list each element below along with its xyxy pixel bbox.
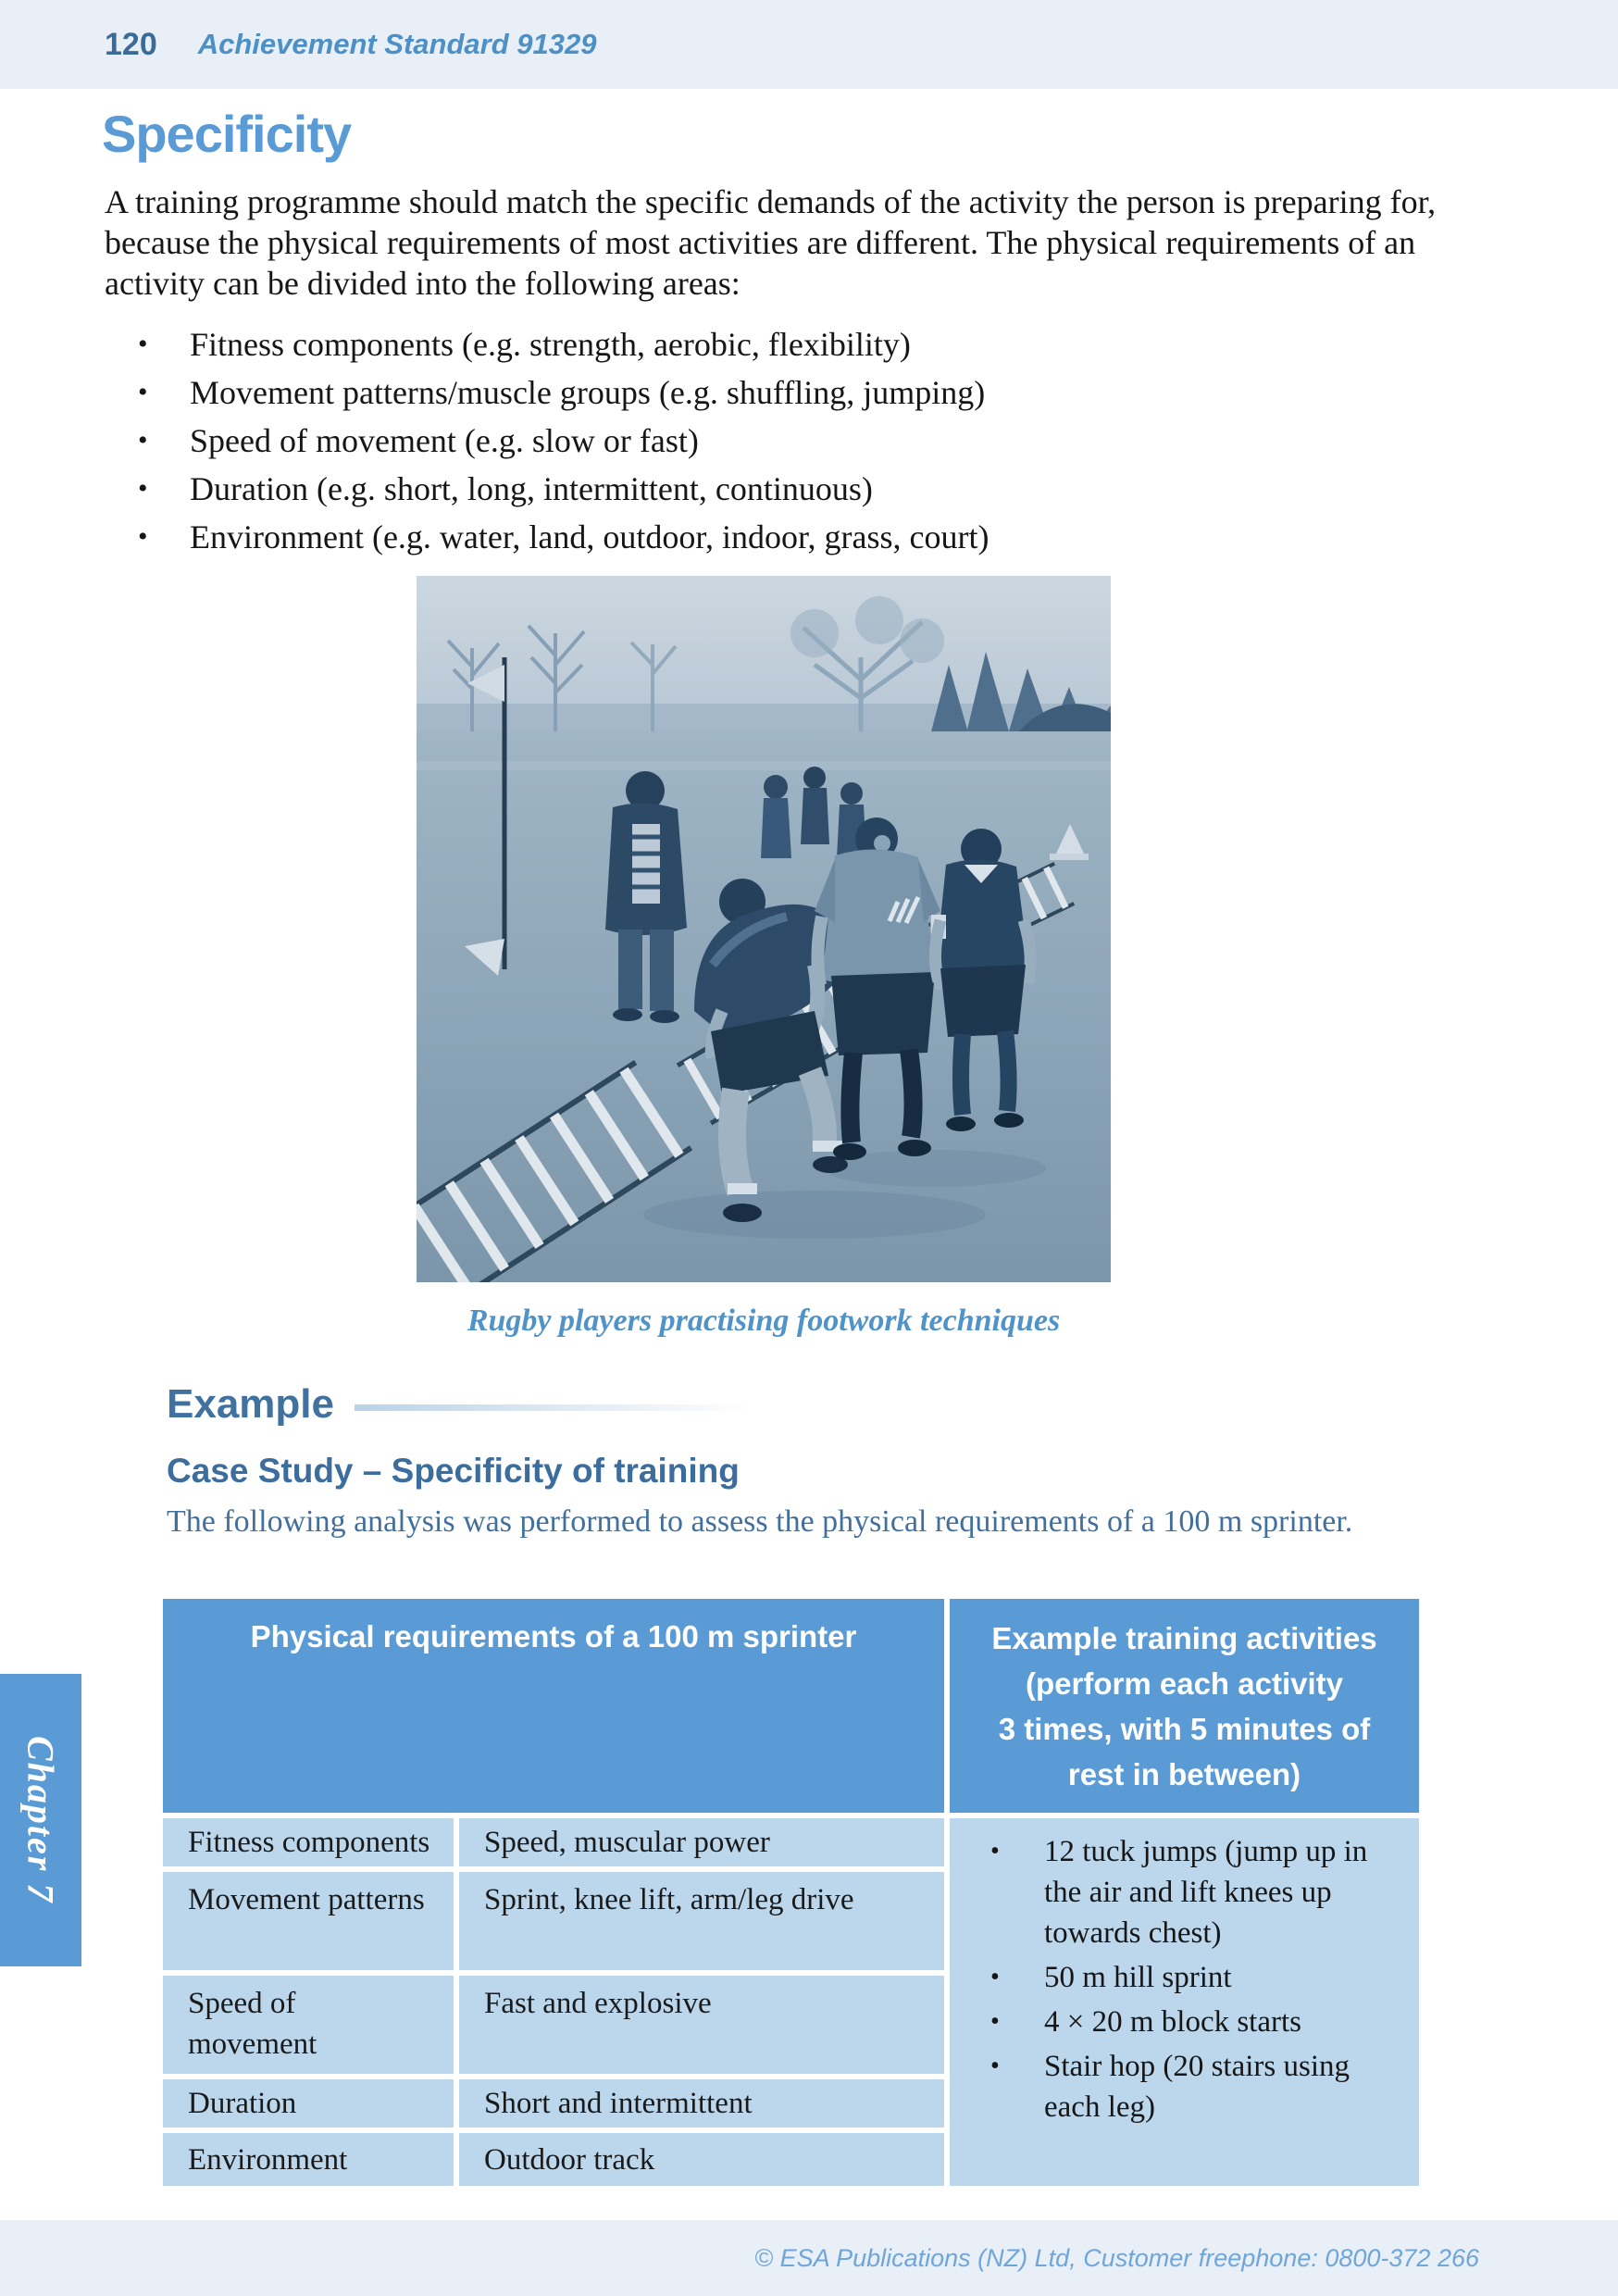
list-item-text: Fitness components (e.g. strength, aerobic, flexibility) [190, 326, 911, 363]
list-item-text: Environment (e.g. water, land, outdoor, indoor, grass, court) [190, 518, 989, 555]
example-section-heading [167, 1381, 753, 1428]
bullet-icon: • [138, 329, 148, 359]
table-row-value: Short and intermittent [459, 2079, 944, 2128]
table-row-label: Movement patterns [163, 1872, 454, 1970]
list-item: • 4 × 20 m block starts [990, 2002, 1410, 2042]
bullet-icon: • [990, 2007, 1000, 2036]
list-item [105, 326, 1512, 363]
list-item-text: Movement patterns/muscle groups (e.g. shuffling, jumping) [190, 374, 986, 411]
list-item-text: Speed of movement (e.g. slow or fast) [190, 422, 699, 459]
list-item: • 50 m hill sprint [990, 1957, 1410, 1998]
page-footer-band [0, 2220, 1618, 2296]
example-divider-line [355, 1404, 753, 1411]
chapter-tab [0, 1674, 81, 1966]
page-number: 120 [105, 26, 157, 62]
table-row-value: Fast and explosive [459, 1976, 944, 2074]
specificity-table [163, 1599, 1419, 2186]
chapter-tab-label: Chapter 7 [19, 1736, 62, 1904]
requirements-list [105, 326, 1512, 567]
table-row-label: Fitness components [163, 1818, 454, 1866]
table-header-left: Physical requirements of a 100 m sprinter [163, 1599, 944, 1813]
list-item [105, 374, 1512, 411]
table-row-label: Speed of movement [163, 1976, 454, 2074]
bullet-icon: • [138, 377, 148, 407]
table-header-right: Example training activities (perform each activity 3 times, with 5 minutes of rest in between) [950, 1599, 1419, 1813]
list-item [105, 422, 1512, 459]
example-title: Example [167, 1381, 334, 1427]
bullet-icon: • [138, 425, 148, 455]
table-row-value: Speed, muscular power [459, 1818, 944, 1866]
table-row-label: Duration [163, 2079, 454, 2128]
bullet-icon: • [990, 2052, 1000, 2080]
bullet-icon: • [990, 1963, 1000, 1991]
table-row-label: Environment [163, 2133, 454, 2186]
publisher-credit: © ESA Publications (NZ) Ltd, Customer freephone: 0800-372 266 [754, 2243, 1479, 2272]
bullet-icon: • [990, 1837, 1000, 1866]
list-item: • 12 tuck jumps (jump up in the air and lift knees up towards chest) [990, 1831, 1410, 1953]
bullet-icon: • [138, 473, 148, 504]
list-item: • Stair hop (20 stairs using each leg) [990, 2046, 1410, 2128]
table-row-value: Sprint, knee lift, arm/leg drive [459, 1872, 944, 1970]
table-row-value: Outdoor track [459, 2133, 944, 2186]
list-item [105, 518, 1512, 555]
page-title: Specificity [102, 105, 352, 163]
photo-caption: Rugby players practising footwork techniques [467, 1304, 1061, 1338]
training-activities-cell [950, 1818, 1419, 2186]
case-study-title: Case Study – Specificity of training [167, 1452, 740, 1490]
bullet-icon: • [138, 521, 148, 552]
intro-paragraph: A training programme should match the specific demands of the activity the person is preparing for, because the physical requirements of most activities are different. The physical requirements of an activity can be divided into the following areas: [105, 183, 1437, 302]
rugby-photo [417, 576, 1111, 1282]
list-item [105, 470, 1512, 507]
case-study-body: The following analysis was performed to assess the physical requirements of a 100 m sprinter. [167, 1504, 1353, 1539]
activities-list [950, 1818, 1419, 2128]
standard-title: Achievement Standard 91329 [197, 28, 597, 60]
page-header-band [0, 0, 1618, 89]
list-item-text: Duration (e.g. short, long, intermittent, continuous) [190, 470, 873, 507]
